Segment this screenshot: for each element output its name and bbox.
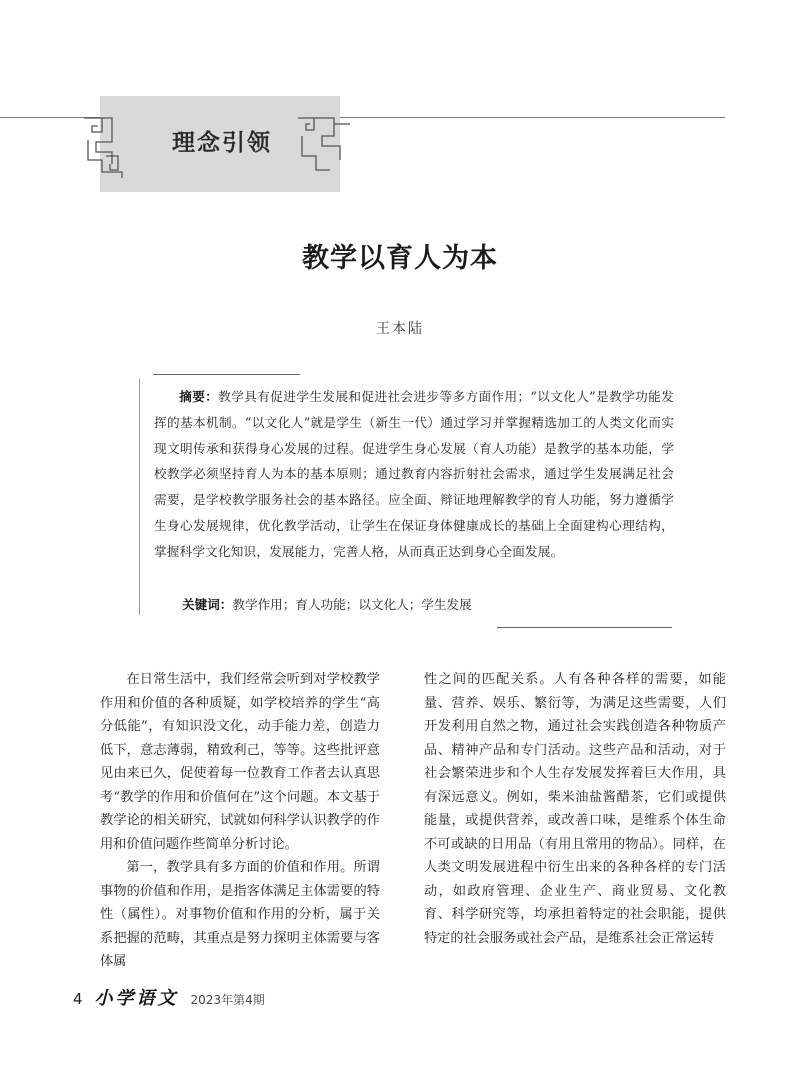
keywords-label: 关键词： [182,597,233,612]
section-title: 理念引领 [172,130,272,156]
article-author: 王本陆 [376,321,424,337]
abstract [154,384,674,565]
body-paragraph-continued: 性之间的匹配关系。人有各种各样的需要，如能量、营养、娱乐、繁衍等，为满足这些需要，人们开发利用自然之物，通过社会实践创造各种物质产品、精神产品和专门活动。这些产品和活动，对于社会繁荣进步和个人生存发展发挥着巨大作用，具有深远意义。例如，柴米油盐酱醋茶，它们或提供能量，或提供营养，或改善口味，是维系个体生命不可或缺的日用品（有用且常用的物品）。同样，在人类文明发展进程中衍生出来的各种各样的专门活动，如政府管理、企业生产、商业贸易、文化教育、科学研究等，均承担着特定的社会职能，提供特定的社会服务或社会产品，是维系社会正常运转 [424,672,726,946]
abstract-label: 摘要： [179,389,219,404]
article-title: 教学以育人为本 [302,243,498,274]
keywords-text: 教学作用；育人功能；以文化人；学生发展 [232,597,472,612]
page-number: 4 [73,990,83,1008]
body-column-left [100,668,380,974]
magazine-name: 小学语文 [94,988,179,1009]
abstract-rule-bottom [497,627,672,628]
keywords [182,592,672,618]
fret-ornament-right [294,112,354,182]
abstract-text: 教学具有促进学生发展和促进社会进步等多方面作用；“以文化人”是教学功能发挥的基本机制。“以文化人”就是学生（新生一代）通过学习并掌握精选加工的人类文化而实现文明传承和获得身心发展的过程。促进学生身心发展（育人功能）是教学的基本功能，学校教学必须坚持育人为本的基本原则；通过教育内容折射社会需求，通过学生发展满足社会需要，是学校教学服务社会的基本路径。应全面、辩证地理解教学的育人功能，努力遵循学生身心发展规律，优化教学活动，让学生在保证身体健康成长的基础上全面建构心理结构，掌握科学文化知识，发展能力，完善人格，从而真正达到身心全面发展。 [154,389,674,559]
body-column-right [424,668,726,950]
abstract-rule-top [153,374,300,375]
page-footer [73,984,265,1010]
header-rule-right [340,117,725,118]
fret-ornament-left [82,112,142,182]
issue-label: 2023年第4期 [190,993,265,1007]
body-paragraph: 在日常生活中，我们经常会听到对学校教学作用和价值的各种质疑，如学校培养的学生“高分低能”，有知识没文化，动手能力差，创造力低下，意志薄弱，精致利己，等等。这些批评意见由来已久，促使着每一位教育工作者去认真思考“教学的作用和价值何在”这个问题。本文基于教学论的相关研究，试就如何科学认识教学的作用和价值问题作些简单分析讨论。 [100,672,380,852]
abstract-rule-left [139,379,140,615]
body-paragraph: 第一，教学具有多方面的价值和作用。所谓事物的价值和作用，是指客体满足主体需要的特性（属性）。对事物价值和作用的分析，属于关系把握的范畴，其重点是努力探明主体需要与客体属 [100,860,380,969]
